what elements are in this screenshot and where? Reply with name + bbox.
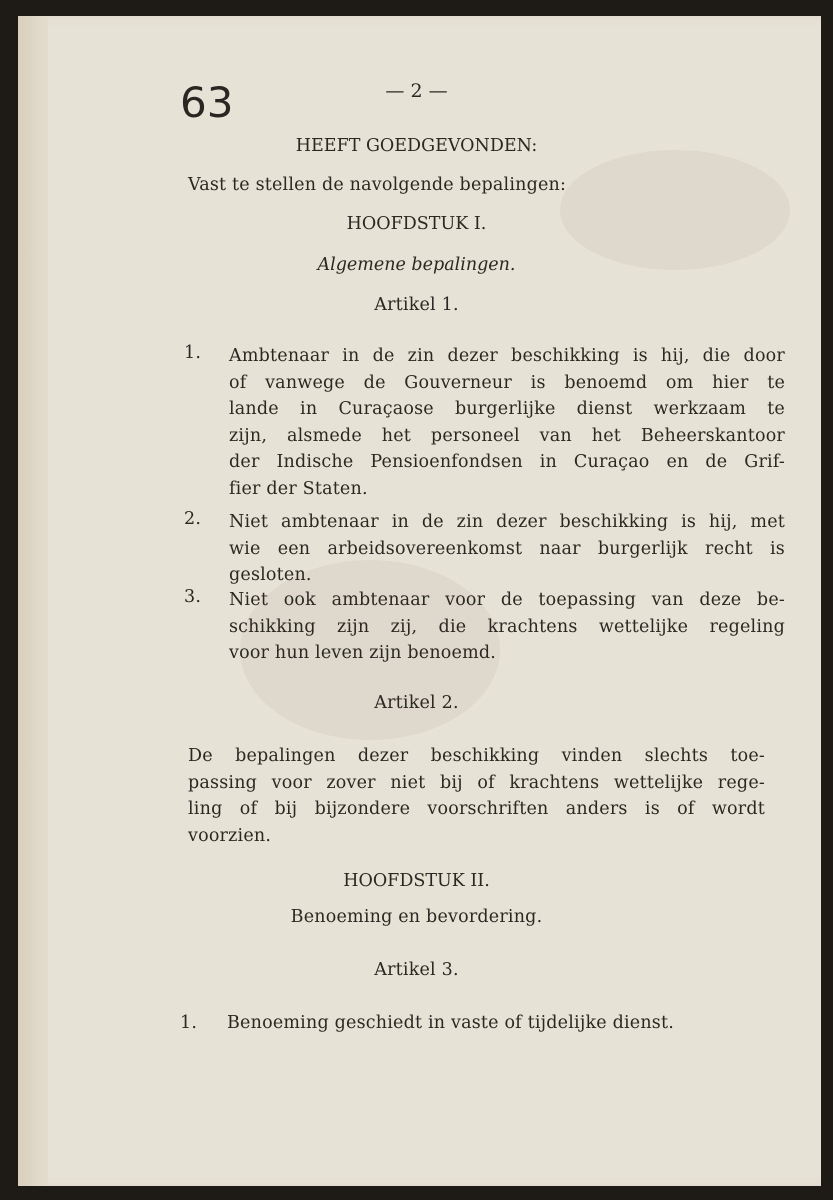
text-line: lande in Curaçaose burgerlijke dienst werkzaam te	[229, 399, 785, 419]
paper-stain	[560, 150, 790, 270]
article-3-title: Artikel 3.	[374, 960, 459, 980]
page-number-stamp: 63	[180, 78, 234, 127]
text-line: passing voor zover niet bij of krachtens wettelijke rege-	[188, 772, 765, 793]
chapter-1-title: HOOFDSTUK I.	[346, 214, 487, 234]
article-1-title: Artikel 1.	[374, 295, 459, 315]
page-binding-edge	[18, 16, 48, 1186]
text-line: voorzien.	[188, 825, 272, 846]
chapter-2-subtitle: Benoeming en bevordering.	[290, 907, 543, 927]
intro-sentence: Vast te stellen de navolgende bepalingen:	[188, 175, 567, 195]
text-line: wie een arbeidsovereenkomst naar burgerlijk recht is	[229, 538, 785, 559]
article-3-paragraph-1: Benoeming geschiedt in vaste of tijdelijke dienst.	[227, 1013, 674, 1033]
text-line: zijn, alsmede het personeel van het Beheerskantoor	[229, 425, 785, 446]
article-1-paragraph-3	[229, 587, 785, 667]
text-line: De bepalingen dezer beschikking vinden slechts toe-	[188, 746, 765, 766]
text-line: Niet ook ambtenaar voor de toepassing van deze be-	[229, 590, 785, 610]
paragraph-number: 3.	[184, 587, 202, 607]
text-line: ling of bij bijzondere voorschriften anders is of wordt	[188, 799, 765, 819]
text-line: schikking zijn zij, die krachtens wettelijke regeling	[229, 616, 785, 637]
chapter-1-subtitle: Algemene bepalingen.	[317, 255, 516, 275]
text-line: der Indische Pensioenfondsen in Curaçao en de Grif-	[229, 452, 785, 472]
paragraph-number: 2.	[184, 509, 202, 529]
text-line: Niet ambtenaar in de zin dezer beschikking is hij, met	[229, 512, 785, 532]
article-2-title: Artikel 2.	[374, 693, 459, 713]
decree-heading: HEEFT GOEDGEVONDEN:	[295, 136, 538, 156]
paragraph-number: 1.	[184, 343, 202, 363]
chapter-2-title: HOOFDSTUK II.	[343, 871, 490, 891]
text-line: of vanwege de Gouverneur is benoemd om hier te	[229, 372, 785, 393]
article-1-paragraph-2	[229, 509, 785, 589]
running-head: — 2 —	[385, 80, 448, 102]
text-line: fier der Staten.	[229, 478, 368, 499]
text-line: Ambtenaar in de zin dezer beschikking is hij, die door	[229, 346, 785, 366]
article-2-text	[188, 743, 765, 849]
paragraph-number: 1.	[180, 1013, 198, 1033]
text-line: gesloten.	[229, 565, 312, 585]
article-1-paragraph-1	[229, 343, 785, 502]
text-line: voor hun leven zijn benoemd.	[229, 643, 497, 663]
